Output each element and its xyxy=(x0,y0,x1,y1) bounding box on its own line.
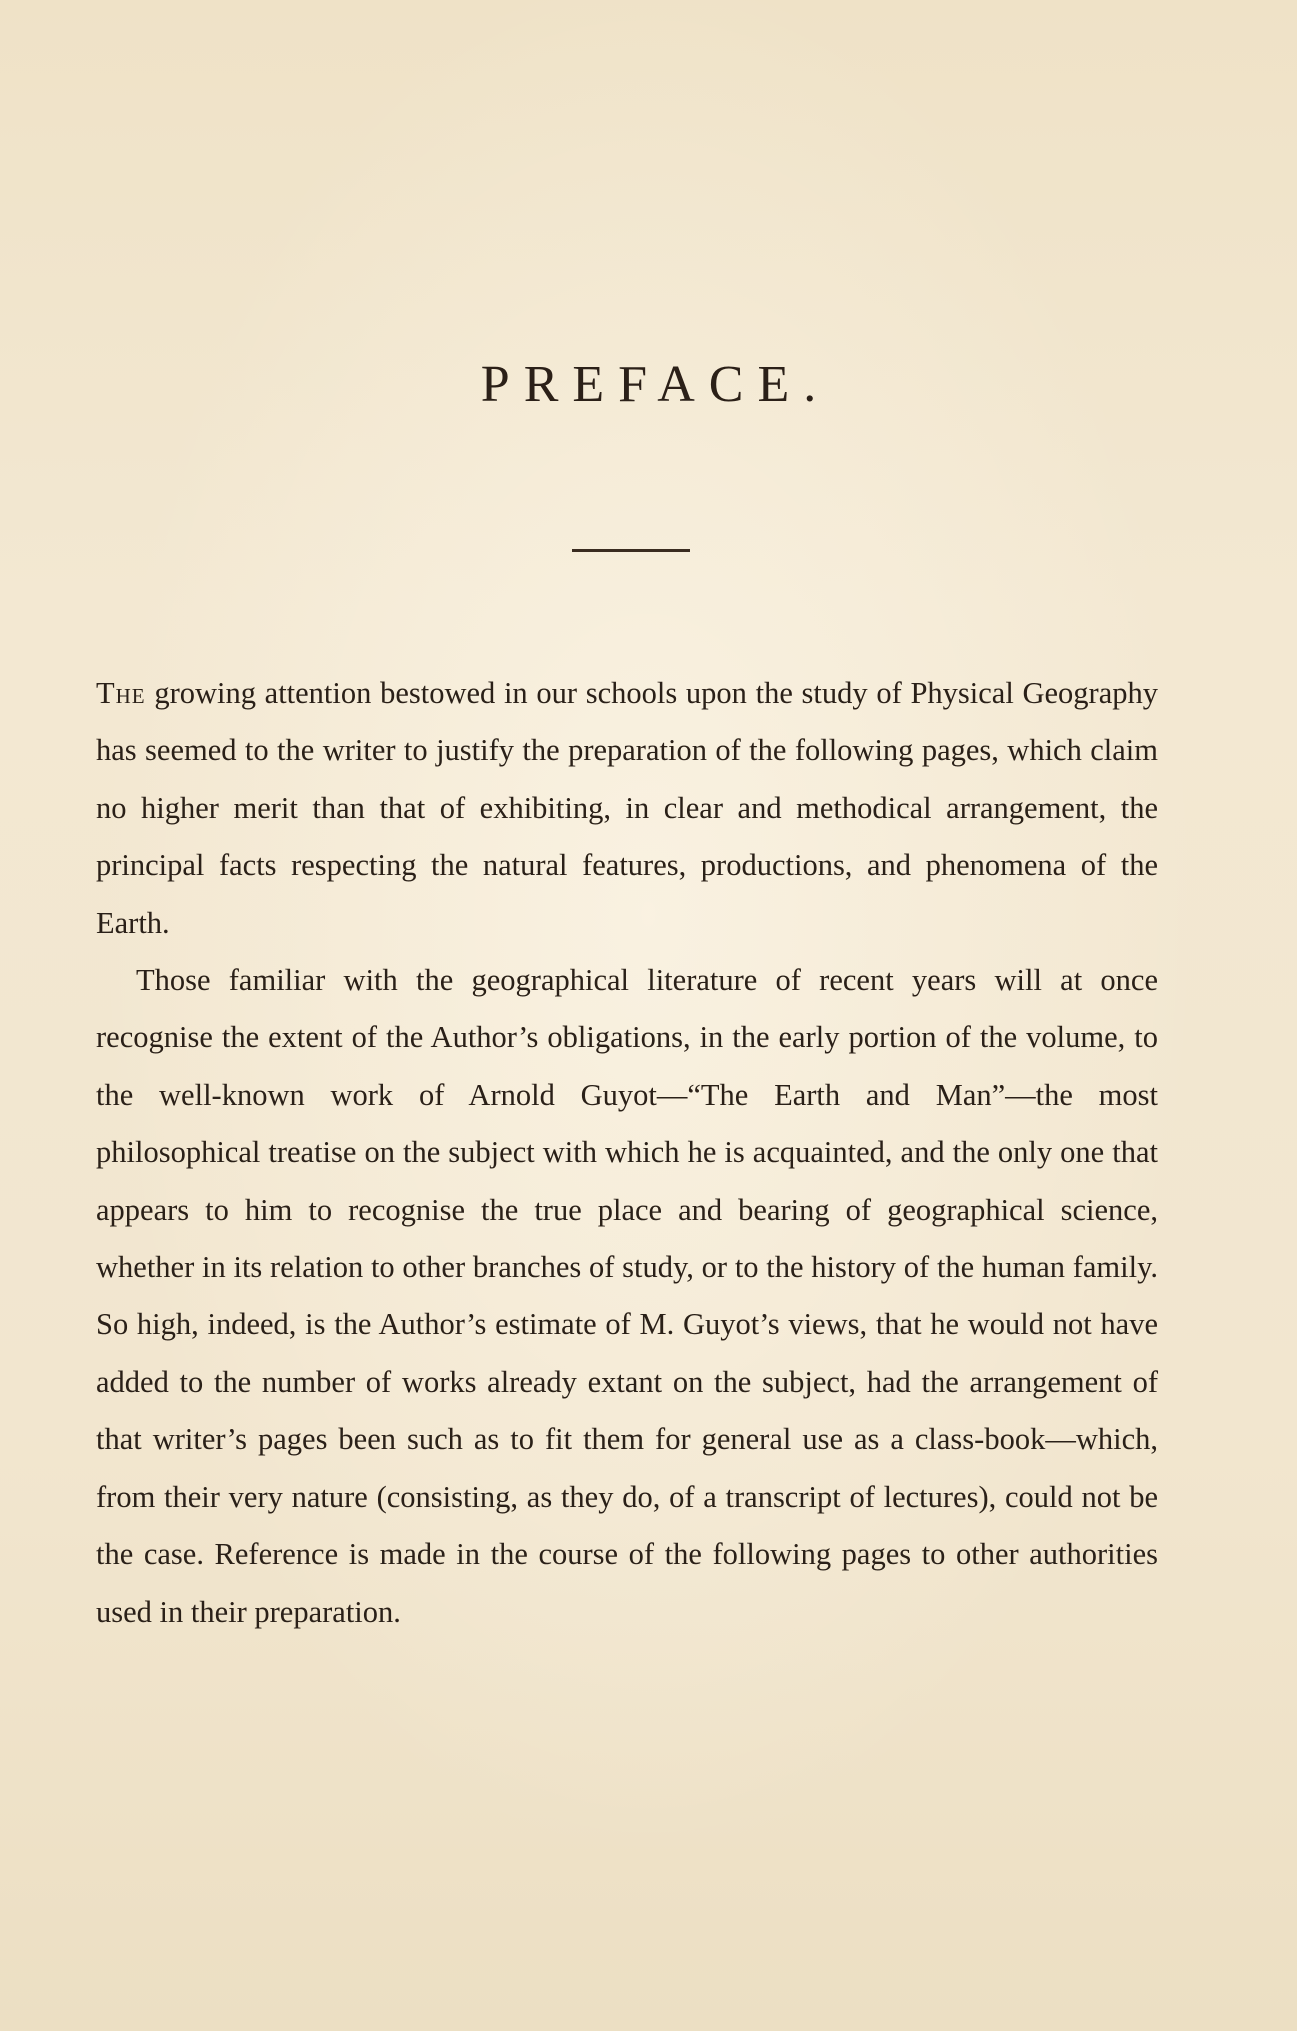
paragraph-1-lead-word: The xyxy=(96,676,146,710)
title-divider xyxy=(572,549,690,552)
preface-body xyxy=(96,665,1158,1641)
paragraph-1 xyxy=(96,665,1158,952)
paragraph-1-text: growing attention bestowed in our schools upon the study of Physical Geography has seemed to the writer to justify the preparation of the following pages, which claim no higher merit than that of exhibiting, in clear and methodical arrangement, the principal facts respecting the natural features, productions, and phenomena of the Earth. xyxy=(96,676,1158,940)
paragraph-2: Those familiar with the geographical literature of recent years will at once recognise the extent of the Author’s obligations, in the early portion of the volume, to the well-known work of Arnold Guyot—“The Earth and Man”—the most philosophical treatise on the subject with which he is acquainted, and the only one that appears to him to recognise the true place and bearing of geographical science, whether in its relation to other branches of study, or to the history of the human family. So high, indeed, is the Author’s estimate of M. Guyot’s views, that he would not have added to the number of works already extant on the subject, had the arrangement of that writer’s pages been such as to fit them for general use as a class-book—which, from their very nature (consisting, as they do, of a transcript of lectures), could not be the case. Reference is made in the course of the following pages to other authorities used in their preparation. xyxy=(96,963,1158,1629)
page-title: PREFACE. xyxy=(480,356,831,413)
